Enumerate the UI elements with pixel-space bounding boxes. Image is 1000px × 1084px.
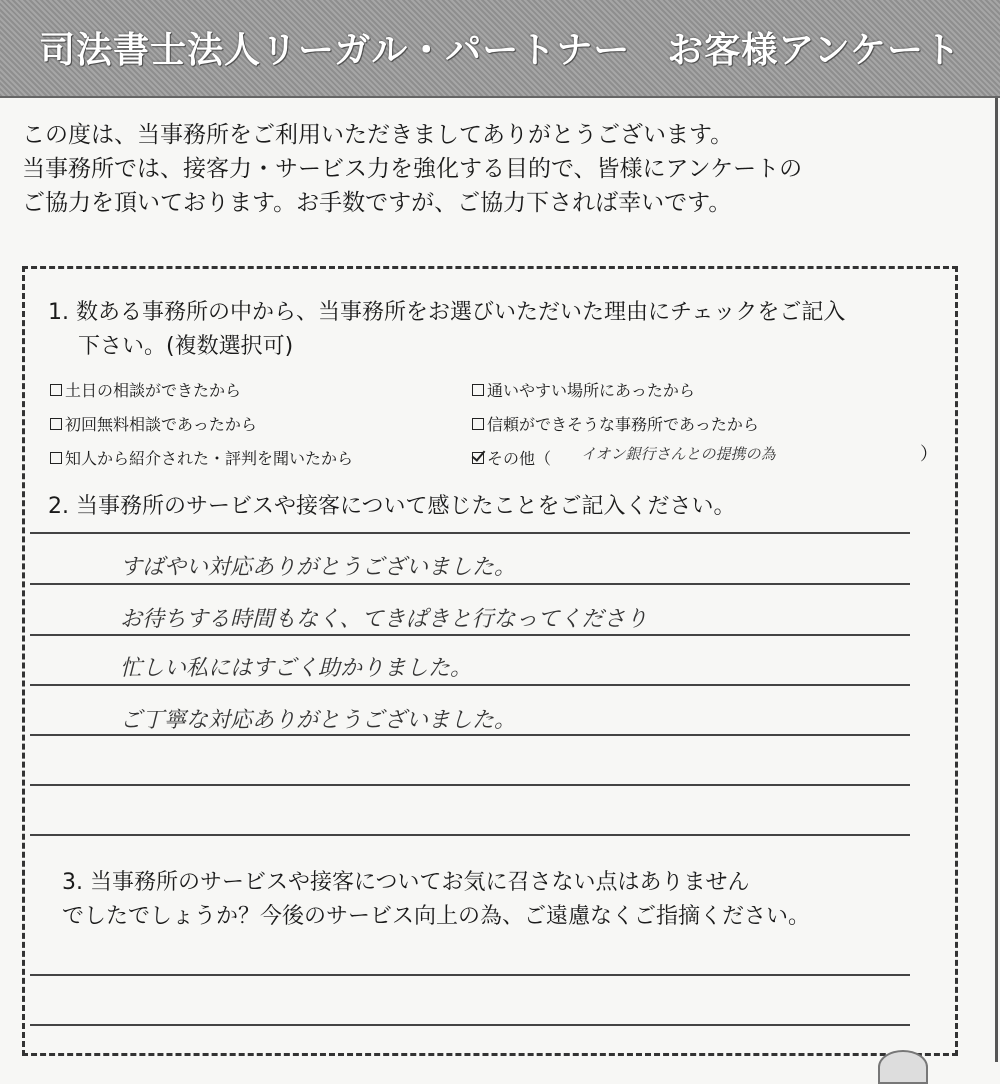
intro-line: 当事務所では、接客力・サービス力を強化する目的で、皆様にアンケートの <box>22 156 803 182</box>
answer-line <box>30 583 910 585</box>
option-label: その他（ <box>487 449 552 468</box>
option-label: 知人から紹介された・評判を聞いたから <box>65 449 354 468</box>
intro-line: この度は、当事務所をご利用いただきましてありがとうございます。 <box>22 122 734 148</box>
q1-other-handwritten: イオン銀行さんとの提携の為 <box>581 445 776 463</box>
intro-line: ご協力を頂いております。お手数ですが、ご協力下されば幸いです。 <box>22 190 732 216</box>
checkbox[interactable] <box>50 384 62 396</box>
checkbox[interactable] <box>50 418 62 430</box>
q2-answer-line: ご丁寧な対応ありがとうございました。 <box>120 708 517 733</box>
page-title: 司法書士法人リーガル・パートナー お客様アンケート <box>38 30 962 71</box>
answer-line <box>30 834 910 836</box>
q2-answer-line: お待ちする時間もなく、てきぱきと行なってくださり <box>120 607 648 632</box>
option-label: 初回無料相談であったから <box>65 415 257 434</box>
stamp-mark <box>878 1050 928 1084</box>
answer-line <box>30 634 910 636</box>
q2-title: 2. 当事務所のサービスや接客について感じたことをご記入ください。 <box>48 494 736 519</box>
q1-option-free-consult[interactable] <box>50 412 257 435</box>
option-label: 通いやすい場所にあったから <box>487 381 695 400</box>
answer-line <box>30 734 910 736</box>
answer-line <box>30 784 910 786</box>
answer-line <box>30 1024 910 1026</box>
answer-line <box>30 532 910 534</box>
option-label: 信頼ができそうな事務所であったから <box>487 415 759 434</box>
q1-option-weekend[interactable] <box>50 378 241 401</box>
q1-option-referral[interactable] <box>50 446 353 469</box>
option-label: 土日の相談ができたから <box>65 381 242 400</box>
answer-line <box>30 684 910 686</box>
q2-answer-line: すばやい対応ありがとうございました。 <box>120 555 517 580</box>
q3-title: 3. 当事務所のサービスや接客についてお気に召さない点はありません <box>62 870 750 895</box>
intro-text <box>22 118 962 220</box>
q1-title-cont: 下さい。(複数選択可) <box>78 334 294 359</box>
checkbox[interactable] <box>472 384 484 396</box>
answer-line <box>30 974 910 976</box>
q3-title-cont: でしたでしょうか？今後のサービス向上の為、ご遠慮なくご指摘ください。 <box>62 904 811 929</box>
q1-option-location[interactable] <box>472 378 695 401</box>
header-banner <box>0 0 1000 98</box>
q1-title: 1. 数ある事務所の中から、当事務所をお選びいただいた理由にチェックをご記入 <box>48 300 846 325</box>
checkbox[interactable] <box>472 418 484 430</box>
q1-option-trust[interactable] <box>472 412 759 435</box>
checkbox[interactable] <box>50 452 62 464</box>
q1-option-other[interactable] <box>472 446 551 469</box>
q2-answer-line: 忙しい私にはすごく助かりました。 <box>120 656 473 681</box>
checkbox-checked[interactable] <box>472 452 484 464</box>
q1-other-close-paren: ） <box>920 444 938 465</box>
